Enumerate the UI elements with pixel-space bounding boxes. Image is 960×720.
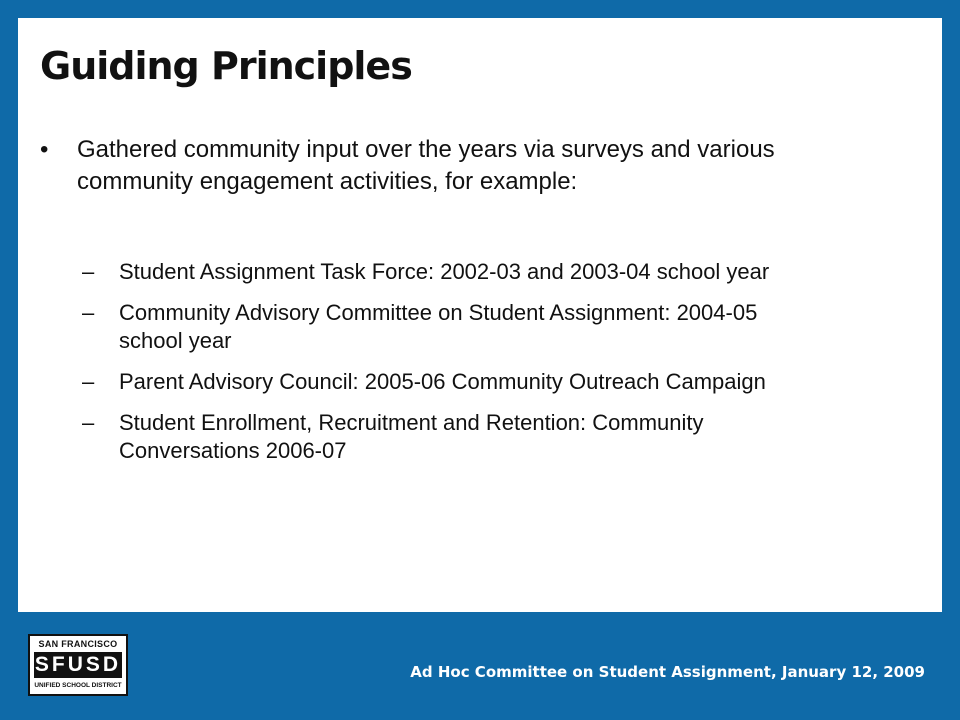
slide-title: Guiding Principles [40, 44, 412, 88]
sub-bullet-item [82, 368, 802, 396]
sub-bullet-item [82, 299, 802, 355]
dash-marker: – [82, 369, 95, 394]
bullet-marker: • [40, 136, 49, 163]
sub-bullet-item [82, 409, 802, 465]
sub-bullet-text: Student Assignment Task Force: 2002-03 and 2003-04 school year [119, 259, 770, 284]
dash-marker: – [82, 410, 95, 435]
top-frame-bar [0, 0, 960, 18]
sub-bullet-text: Student Enrollment, Recruitment and Retention: Community Conversations 2006-07 [119, 410, 704, 463]
logo-top-text: SAN FRANCISCO [38, 639, 118, 649]
sub-bullet-text: Community Advisory Committee on Student Assignment: 2004-05 school year [119, 300, 758, 353]
sub-bullet-text: Parent Advisory Council: 2005-06 Community Outreach Campaign [119, 369, 766, 394]
dash-marker: – [82, 300, 95, 325]
logo-main-text: SFUSD [34, 653, 122, 676]
logo-bottom-text: UNIFIED SCHOOL DISTRICT [34, 682, 122, 689]
footer-caption: Ad Hoc Committee on Student Assignment, January 12, 2009 [410, 663, 925, 681]
sub-bullet-list [82, 258, 802, 478]
bullet-text: Gathered community input over the years via surveys and various community engagement activities, for example: [77, 136, 775, 195]
sfusd-logo [28, 634, 128, 696]
footer-bar [0, 612, 960, 720]
sub-bullet-item [82, 258, 802, 286]
dash-marker: – [82, 259, 95, 284]
